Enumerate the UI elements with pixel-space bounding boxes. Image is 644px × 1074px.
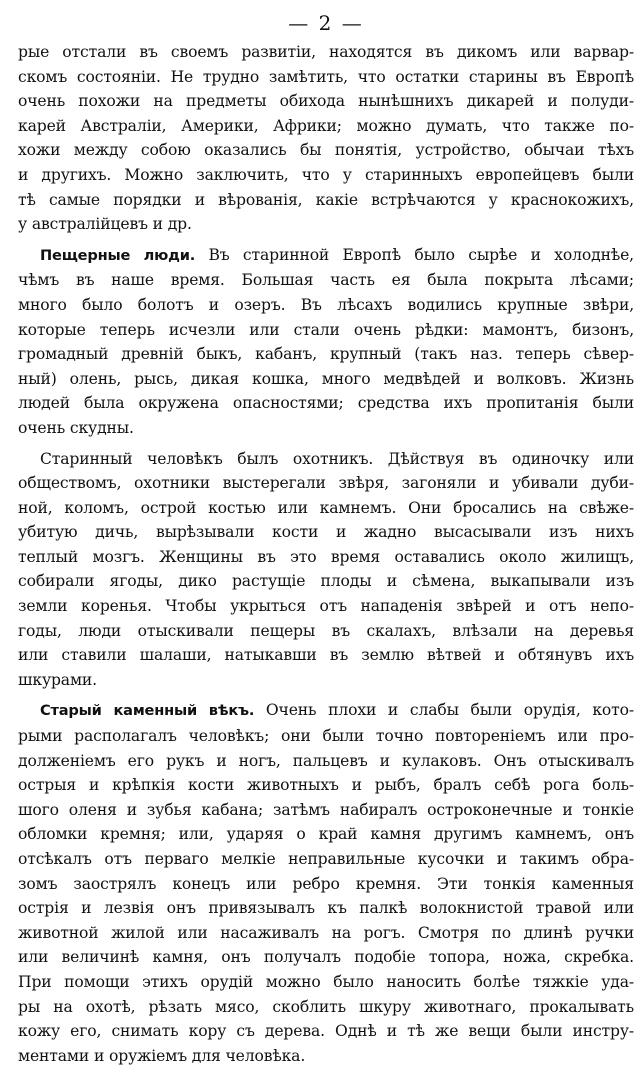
text-line: много было болотъ и озеръ. Въ лѣсахъ водились крупные звѣри,: [18, 295, 634, 314]
paragraph-cave-people: [18, 243, 634, 441]
text-line: скомъ состояніи. Не трудно замѣтить, что остатки старины въ Европѣ: [18, 67, 634, 86]
text-line: При помощи этихъ орудій можно было наносить болѣе тяжкіе уда-: [18, 972, 634, 991]
paragraph-old-stone-age: [18, 698, 634, 1068]
document-page: [18, 6, 634, 1074]
text-line: или ставили шалаши, натыкавши въ землю вѣтвей и обтянувъ ихъ: [18, 646, 634, 665]
text-line: собирали ягоды, дико растущіе плоды и сѣмена, выкапывали изъ: [18, 572, 634, 591]
text-line: карей Австраліи, Америки, Африки; можно думать, что также по-: [18, 116, 634, 135]
text-line: [18, 698, 634, 724]
text-line: ной, коломъ, острой костью или камнемъ. Они бросались на свѣже-: [18, 498, 634, 517]
text-line: очень похожи на предметы обихода нынѣшнихъ дикарей и полуди-: [18, 92, 634, 111]
text-line: хожи между собою оказались бы понятія, устройство, обычаи тѣхъ: [18, 141, 634, 160]
text-line: убитую дичь, вырѣзывали кости и жадно высасывали изъ нихъ: [18, 523, 634, 542]
text-line: ный) олень, рысь, дикая кошка, много медвѣдей и волковъ. Жизнь: [18, 369, 634, 388]
text-line: кожу его, снимать кору съ дерева. Однѣ и тѣ же вещи были инстру-: [18, 1022, 634, 1041]
paragraph-1: [18, 40, 634, 237]
text-line: теплый мозгъ. Женщины въ это время оставались около жилищъ,: [18, 547, 634, 566]
text-line: или величинѣ камня, онъ получалъ подобіе топора, ножа, скребка.: [18, 948, 634, 967]
text-line: годы, люди отыскивали пещеры въ скалахъ, влѣзали на деревья: [18, 621, 634, 640]
text-line: рыми располагалъ человѣкъ; они были точно повтореніемъ или про-: [18, 727, 634, 746]
paragraph-hunter: [18, 447, 634, 693]
text-line: рые отстали въ своемъ развитіи, находятся въ дикомъ или варвар-: [18, 43, 634, 61]
text-line: которые теперь исчезли или стали очень рѣдки: мамонтъ, бизонъ,: [18, 320, 634, 339]
text-line: долженіемъ его рукъ и ногъ, пальцевъ и кулаковъ. Онъ отыскивалъ: [18, 751, 634, 770]
text-line: отсѣкалъ отъ перваго мелкіе неправильные кусочки и такимъ обра-: [18, 850, 634, 868]
text-line: очень скудны.: [18, 418, 134, 437]
text-line: людей была окружена опасностями; средства ихъ пропитанія были: [18, 394, 634, 413]
text-line: и другихъ. Можно заключить, что у старинныхъ европейцевъ были: [18, 165, 634, 184]
text-line: земли коренья. Чтобы укрыться отъ нападенія звѣрей и отъ непо-: [18, 597, 634, 616]
text-line: обществомъ, охотники выстерегали звѣря, загоняли и убивали дуби-: [18, 474, 634, 493]
text-line: животной жилой или насаживалъ на рогъ. Смотря по длинѣ ручки: [18, 923, 634, 942]
text-line: обломки кремня; или, ударяя о край камня другимъ камнемъ, онъ: [18, 825, 634, 844]
text-line: ментами и оружіемъ для человѣка.: [18, 1046, 306, 1065]
page-number: — 2 —: [288, 11, 364, 35]
text-run: Въ старинной Европѣ было сырѣе и холоднѣе,: [208, 245, 634, 264]
section-heading: Старый каменный вѣкъ.: [40, 702, 255, 720]
text-line: тѣ самые порядки и вѣрованія, какіе встрѣчаются у краснокожихъ,: [18, 190, 634, 209]
text-line: зомъ заострялъ конецъ или ребро кремня. Эти тонкія каменныя: [18, 874, 634, 893]
text-line: чѣмъ въ наше время. Большая часть ея была покрыта лѣсами;: [18, 271, 634, 290]
text-line: Старинный человѣкъ былъ охотникъ. Дѣйствуя въ одиночку или: [40, 449, 634, 468]
text-line: громадный древній быкъ, кабанъ, крупный (такъ наз. теперь сѣвер-: [18, 345, 634, 364]
text-line: ры на охотѣ, рѣзать мясо, скоблить шкуру животнаго, прокалывать: [18, 997, 634, 1016]
text-line: у австралійцевъ и др.: [18, 215, 192, 234]
text-line: шкурами.: [18, 670, 97, 689]
text-line: острыя и крѣпкія кости животныхъ и рыбъ, бралъ себѣ рога боль-: [18, 776, 634, 795]
text-run: Очень плохи и слабы были орудія, кото-: [265, 701, 635, 720]
text-line: острія и лезвія онъ привязывалъ къ палкѣ волокнистой травой или: [18, 899, 634, 918]
section-heading: Пещерные люди.: [40, 246, 196, 264]
text-line: [18, 243, 634, 269]
text-line: шого оленя и зубья кабана; затѣмъ набиралъ остроконечные и тонкіе: [18, 800, 634, 819]
